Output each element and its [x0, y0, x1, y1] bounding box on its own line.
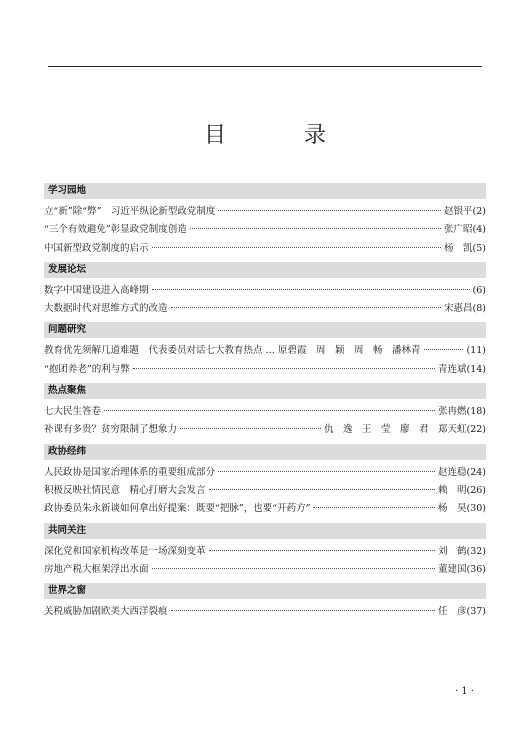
entry-author: 张冉燃 — [437, 406, 467, 418]
entry-author: 张广昭 — [444, 224, 473, 236]
entry-page: (5) — [472, 242, 486, 254]
entry-page: (18) — [466, 406, 486, 418]
toc-entry[interactable] — [44, 342, 486, 360]
toc-entry[interactable] — [44, 221, 486, 239]
entry-author: 杨 昊 — [437, 503, 467, 515]
section-heading: 世界之窗 — [44, 583, 486, 599]
toc-entry[interactable] — [44, 361, 486, 379]
toc-entry[interactable] — [44, 403, 486, 421]
section-heading: 政协经纬 — [44, 444, 486, 460]
entry-title: 数字中国建设进入高峰期 — [44, 284, 149, 296]
entry-author: 仇 逸 王 莹 廖 君 郑天虹 — [323, 424, 467, 436]
entry-author: 赖 明 — [437, 484, 467, 496]
entry-page: (32) — [466, 545, 486, 557]
page-number: · 1 · — [454, 686, 474, 697]
toc-entry[interactable] — [44, 203, 486, 221]
entry-author: 任 彦 — [437, 606, 467, 618]
leader-dots — [104, 410, 435, 411]
section-heading: 问题研究 — [44, 322, 486, 338]
leader-dots — [209, 550, 435, 551]
toc-entry[interactable] — [44, 482, 486, 500]
entry-title: 人民政协是国家治理体系的重要组成部分 — [44, 466, 216, 478]
entry-page: (22) — [466, 424, 486, 436]
leader-dots — [171, 307, 442, 308]
leader-dots — [218, 210, 441, 211]
page-title: 目 录 — [203, 123, 354, 148]
leader-dots — [313, 507, 435, 508]
leader-dots — [152, 568, 435, 569]
entry-author: 赵银平 — [444, 206, 473, 217]
toc-entry[interactable] — [44, 603, 486, 621]
toc-entry[interactable] — [44, 240, 486, 258]
entry-page: (6) — [472, 284, 486, 296]
entry-page: (24) — [466, 466, 486, 478]
entry-title: 房地产税大框架浮出水面 — [44, 563, 149, 575]
leader-dots — [180, 428, 321, 429]
entry-title: 政协委员朱永新谈如何拿出好提案：既要“把脉”，也要“开药方” — [44, 503, 311, 515]
leader-dots — [133, 368, 435, 369]
section-heading: 热点聚焦 — [44, 383, 486, 399]
leader-dots — [190, 228, 441, 229]
section-heading: 学习园地 — [44, 183, 486, 199]
toc-entry[interactable] — [44, 464, 486, 482]
entry-author: 青连斌 — [437, 363, 467, 375]
leader-dots — [152, 247, 442, 248]
entry-title: “抱团养老”的利与弊 — [44, 363, 130, 375]
entry-page: (30) — [466, 503, 486, 515]
entry-title: 七大民生答卷 — [44, 406, 102, 418]
entry-title: 中国新型政党制度的启示 — [44, 242, 149, 254]
leader-dots — [152, 289, 470, 290]
toc-section — [44, 444, 486, 519]
entry-author: 刘 鹤 — [437, 545, 467, 557]
entry-author: 杨 凯 — [444, 242, 473, 254]
entry-author: 宋惠昌 — [444, 303, 473, 315]
entry-title: 大数据时代对思维方式的改造 — [44, 303, 168, 315]
entry-title: 关税威胁加剧欧美大西洋裂痕 — [44, 606, 168, 618]
entry-title: 教育优先须解几道难题 代表委员对话七大教育热点 … 原碧霞 周 颖 周 畅 潘林青 — [44, 345, 421, 357]
entry-page: (36) — [466, 563, 486, 575]
toc-entry[interactable] — [44, 300, 486, 318]
leader-dots — [218, 471, 435, 472]
entry-page: (8) — [472, 303, 486, 315]
entry-title: 积极反映社情民意 精心打磨大会发言 — [44, 484, 206, 496]
toc-entry[interactable] — [44, 561, 486, 579]
leader-dots — [424, 349, 464, 350]
toc-entry[interactable] — [44, 500, 486, 518]
toc-section — [44, 322, 486, 379]
entry-title: 深化党和国家机构改革是一场深刻变革 — [44, 545, 206, 557]
toc-entry[interactable] — [44, 421, 486, 439]
leader-dots — [209, 489, 435, 490]
toc-entry[interactable] — [44, 282, 486, 300]
toc-section — [44, 183, 486, 258]
section-heading: 发展论坛 — [44, 262, 486, 278]
entry-title: 立“新”除“弊” 习近平纵论新型政党制度 — [44, 206, 216, 217]
toc-section — [44, 262, 486, 319]
entry-page: (14) — [466, 363, 486, 375]
toc-entry[interactable] — [44, 543, 486, 561]
leader-dots — [171, 610, 435, 611]
entry-author: 赵连稳 — [437, 466, 467, 478]
top-rule — [48, 66, 482, 67]
entry-title: 补课有多贵？贫穷限制了想象力 — [44, 424, 178, 436]
toc-section — [44, 523, 486, 580]
entry-page: (26) — [466, 484, 486, 496]
table-of-contents — [44, 183, 486, 625]
entry-page: (4) — [472, 224, 486, 236]
entry-page: (11) — [466, 345, 486, 357]
toc-section — [44, 583, 486, 621]
entry-title: “三个有效避免”彰显政党制度创造 — [44, 224, 187, 236]
entry-page: (2) — [472, 206, 486, 217]
toc-section — [44, 383, 486, 440]
entry-page: (37) — [466, 606, 486, 618]
section-heading: 共同关注 — [44, 523, 486, 539]
entry-author: 董建国 — [437, 563, 467, 575]
